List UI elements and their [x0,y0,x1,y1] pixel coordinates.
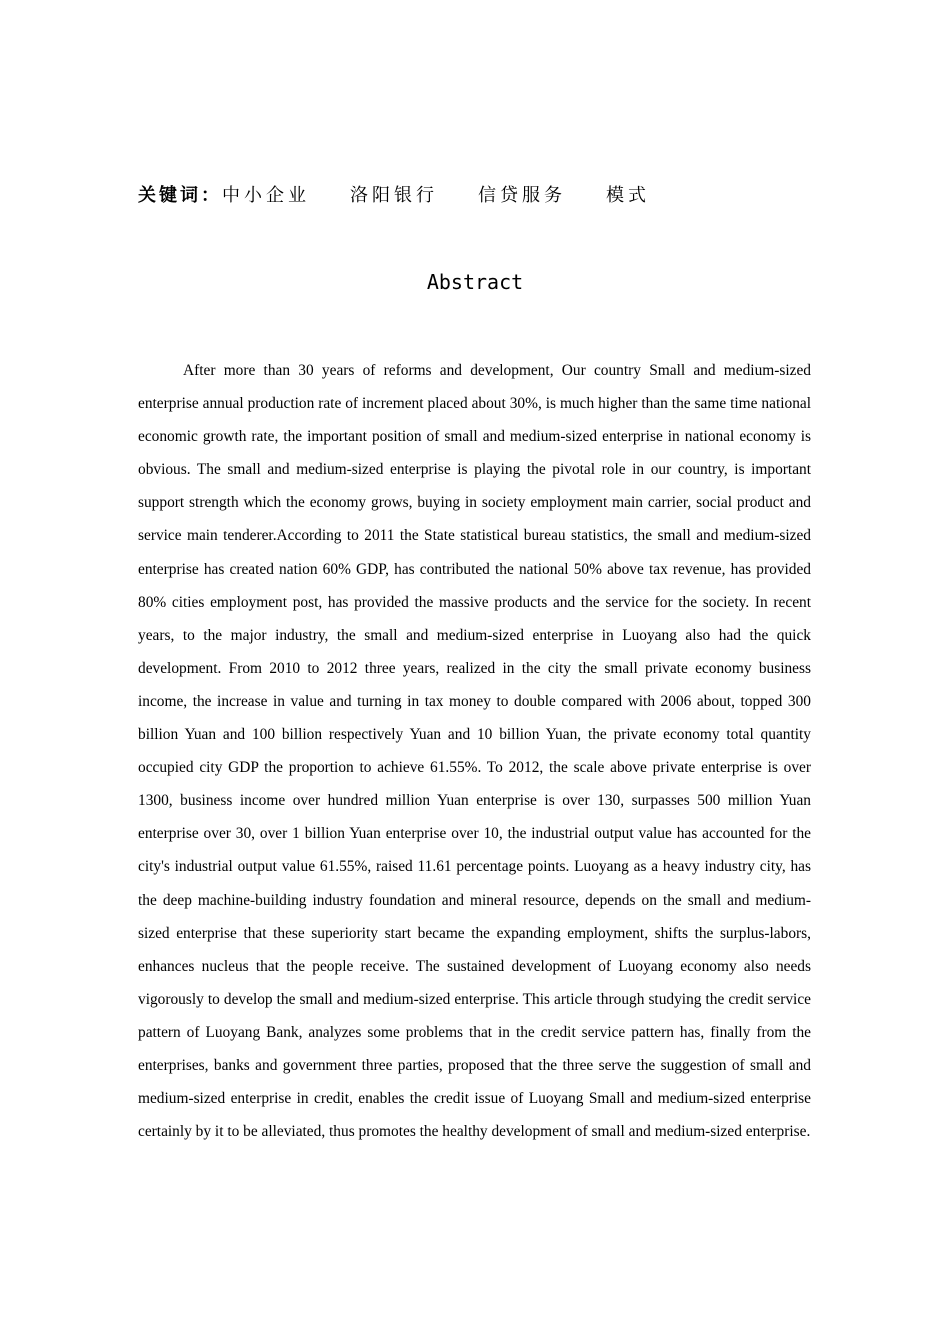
abstract-paragraph: After more than 30 years of reforms and development, Our country Small and medium-sized enterprise annual production rate of increment placed about 30%, is much higher than the same time national economic growth rate, the important position of small and medium-sized enterprise in national economy is obvious. The small and medium-sized enterprise is playing the pivotal role in our country, is important support strength which the economy grows, buying in society employment main carrier, social product and service main tenderer.According to 2011 the State statistical bureau statistics, the small and medium-sized enterprise has created nation 60% GDP, has contributed the national 50% above tax revenue, has provided 80% cities employment post, has provided the massive products and the service for the society. In recent years, to the major industry, the small and medium-sized enterprise in Luoyang also had the quick development. From 2010 to 2012 three years, realized in the city the small private economy business income, the increase in value and turning in tax money to double compared with 2006 about, topped 300 billion Yuan and 100 billion respectively Yuan and 10 billion Yuan, the private economy total quantity occupied city GDP the proportion to achieve 61.55%. To 2012, the scale above private enterprise is over 1300, business income over hundred million Yuan enterprise is over 130, surpasses 500 million Yuan enterprise over 30, over 1 billion Yuan enterprise over 10, the industrial output value has accounted for the city's industrial output value 61.55%, raised 11.61 percentage points. Luoyang as a heavy industry city, has the deep machine-building industry foundation and mineral resource, depends on the small and medium-sized enterprise that these superiority start became the expanding employment, shifts the surplus-labors, enhances nucleus that the people receive. The sustained development of Luoyang economy also needs vigorously to develop the small and medium-sized enterprise. This article through studying the credit service pattern of Luoyang Bank, analyzes some problems that in the credit service pattern has, finally from the enterprises, banks and government three parties, proposed that the three serve the suggestion of small and medium-sized enterprise in credit, enables the credit issue of Luoyang Small and medium-sized enterprise certainly by it to be alleviated, thus promotes the healthy development of small and medium-sized enterprise. [138,362,811,1141]
keywords-line [138,182,818,210]
keyword-item: 模式 [606,185,650,206]
keywords-label: 关键词： [138,185,222,206]
keyword-item: 洛阳银行 [350,185,438,206]
keyword-item: 信贷服务 [478,185,566,206]
keyword-item: 中小企业 [222,185,310,206]
abstract-heading: Abstract [426,270,524,294]
